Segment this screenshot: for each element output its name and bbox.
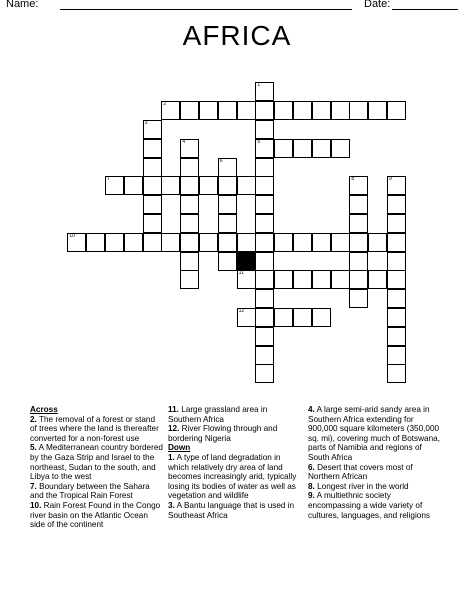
grid-cell[interactable]	[293, 270, 312, 289]
grid-cell[interactable]	[218, 195, 237, 214]
grid-cell[interactable]	[218, 233, 237, 252]
clue-text: River Flowing through and bordering Nigeria	[168, 424, 278, 443]
grid-cell[interactable]	[105, 176, 124, 195]
grid-cell[interactable]	[180, 101, 199, 120]
grid-cell[interactable]	[255, 139, 274, 158]
grid-cell[interactable]	[161, 233, 180, 252]
clue-text: A large semi-arid sandy area in Southern Africa extending for 900,000 square kilometers (350,000 sq. mi), covering much of Botswana, parts of Namibia and regions of South Africa	[308, 405, 440, 462]
grid-cell[interactable]	[387, 214, 406, 233]
grid-cell[interactable]	[349, 289, 368, 308]
clue-across-10	[30, 501, 164, 530]
grid-cell[interactable]	[218, 101, 237, 120]
grid-cell[interactable]	[255, 176, 274, 195]
grid-cell[interactable]	[143, 214, 162, 233]
clue-across-2	[30, 415, 164, 444]
grid-cell[interactable]	[218, 214, 237, 233]
grid-cell[interactable]	[387, 289, 406, 308]
clue-number: 7.	[30, 481, 37, 491]
grid-cell[interactable]	[105, 233, 124, 252]
grid-cell[interactable]	[237, 101, 256, 120]
grid-cell[interactable]	[293, 101, 312, 120]
grid-cell[interactable]	[143, 176, 162, 195]
grid-cell[interactable]	[274, 101, 293, 120]
grid-cell[interactable]	[255, 346, 274, 365]
grid-cell[interactable]	[293, 308, 312, 327]
clue-across-12	[168, 424, 302, 443]
clue-text: A type of land degradation in which relatively dry area of land becomes increasingly arid, typically losing its bodies of water as well as vegetation and wildlife	[168, 452, 297, 501]
clue-number-label: 5	[257, 138, 261, 145]
grid-block	[237, 252, 256, 271]
clue-number: 2.	[30, 414, 37, 424]
grid-cell[interactable]	[180, 176, 199, 195]
grid-cell[interactable]	[180, 252, 199, 271]
grid-cell[interactable]	[255, 195, 274, 214]
grid-cell[interactable]	[293, 233, 312, 252]
grid-cell[interactable]	[255, 327, 274, 346]
grid-cell[interactable]	[199, 176, 218, 195]
clue-number-label: 10	[69, 232, 75, 239]
grid-cell[interactable]	[218, 176, 237, 195]
grid-cell[interactable]	[237, 233, 256, 252]
clue-number: 10.	[30, 500, 42, 510]
clue-number-label: 11	[238, 270, 244, 277]
clue-text: Large grassland area in Southern Africa	[168, 405, 268, 424]
clue-text: Boundary between the Sahara and the Tropical Rain Forest	[30, 481, 150, 501]
grid-cell[interactable]	[293, 139, 312, 158]
clue-number-label: 1	[257, 82, 261, 89]
grid-cell[interactable]	[255, 214, 274, 233]
page-title: AFRICA	[182, 20, 292, 51]
grid-cell[interactable]	[86, 233, 105, 252]
grid-cell[interactable]	[255, 270, 274, 289]
clue-number: 5.	[30, 443, 37, 453]
grid-cell[interactable]	[255, 120, 274, 139]
clue-across-11	[168, 405, 302, 424]
grid-cell[interactable]	[199, 101, 218, 120]
grid-cell[interactable]	[255, 308, 274, 327]
grid-cell[interactable]	[312, 308, 331, 327]
grid-cell[interactable]	[331, 233, 350, 252]
grid-cell[interactable]	[255, 82, 274, 101]
grid-cell[interactable]	[274, 270, 293, 289]
grid-cell[interactable]	[331, 101, 350, 120]
grid-cell[interactable]	[199, 233, 218, 252]
grid-cell[interactable]	[255, 364, 274, 383]
clue-number: 12.	[168, 424, 180, 434]
clue-across-5	[30, 443, 164, 481]
clue-text: The removal of a forest or stand of trees where the land is thereafter converted for a non-forest use	[30, 414, 159, 443]
grid-cell[interactable]	[274, 233, 293, 252]
grid-cell[interactable]	[312, 270, 331, 289]
clue-text: A Bantu language that is used in Southeast Africa	[168, 500, 295, 520]
grid-cell[interactable]	[161, 176, 180, 195]
clue-text: A multiethnic society encompassing a wide variety of cultures, languages, and religions	[308, 491, 430, 520]
clue-number-label: 12	[238, 308, 245, 314]
grid-cell[interactable]	[255, 289, 274, 308]
grid-cell[interactable]	[387, 346, 406, 365]
clue-number: 8.	[308, 481, 315, 491]
clue-number: 3.	[168, 500, 175, 510]
grid-cell[interactable]	[124, 176, 143, 195]
grid-cell[interactable]	[255, 101, 274, 120]
down-heading: Down	[168, 443, 191, 453]
clue-text: Desert that covers most of Northern African	[308, 462, 413, 482]
clue-down-3	[168, 501, 302, 520]
grid-cell[interactable]	[255, 158, 274, 177]
grid-cell[interactable]	[218, 158, 237, 177]
grid-cell[interactable]	[349, 195, 368, 214]
grid-cell[interactable]	[387, 101, 406, 120]
grid-cell[interactable]	[349, 233, 368, 252]
grid-cell[interactable]	[237, 308, 256, 327]
clue-text: A Mediterranean country bordered by the Gaza Strip and Israel to the northeast, Sudan to the south, and Libya to the west	[30, 443, 163, 482]
grid-cell[interactable]	[349, 270, 368, 289]
grid-cell[interactable]	[180, 158, 199, 177]
grid-cell[interactable]	[387, 270, 406, 289]
grid-cell[interactable]	[349, 252, 368, 271]
clue-down-1	[168, 453, 302, 501]
clue-down-6	[308, 463, 442, 482]
grid-cell[interactable]	[67, 233, 86, 252]
grid-cell[interactable]	[331, 139, 350, 158]
grid-cell[interactable]	[180, 233, 199, 252]
clue-down-9	[308, 491, 442, 520]
grid-cell[interactable]	[255, 252, 274, 271]
clues-column-1	[30, 405, 164, 530]
grid-cell[interactable]	[387, 308, 406, 327]
clue-number: 11.	[168, 405, 179, 414]
clue-number-label: 8	[351, 176, 355, 183]
grid-cell[interactable]	[274, 139, 293, 158]
grid-cell[interactable]	[387, 252, 406, 271]
clue-number-label: 7	[107, 176, 110, 183]
grid-cell[interactable]	[237, 176, 256, 195]
grid-cell[interactable]	[274, 308, 293, 327]
clue-number-label: 4	[182, 138, 185, 145]
grid-cell[interactable]	[180, 139, 199, 158]
clue-number-label: 9	[389, 176, 392, 183]
grid-cell[interactable]	[143, 233, 162, 252]
grid-cell[interactable]	[387, 364, 406, 383]
grid-cell[interactable]	[387, 176, 406, 195]
clue-text: Longest river in the world	[317, 481, 409, 491]
grid-cell[interactable]	[349, 176, 368, 195]
grid-cell[interactable]	[143, 120, 162, 139]
grid-cell[interactable]	[368, 101, 387, 120]
grid-cell[interactable]	[143, 158, 162, 177]
name-label: Name:	[6, 0, 39, 10]
clue-number-label: 3	[144, 120, 148, 126]
clue-number: 4.	[308, 405, 315, 414]
grid-cell[interactable]	[218, 252, 237, 271]
grid-cell[interactable]	[331, 270, 350, 289]
grid-cell[interactable]	[180, 270, 199, 289]
grid-cell[interactable]	[349, 214, 368, 233]
clue-text: Rain Forest Found in the Congo river basin on the Atlantic Ocean side of the continent	[30, 500, 161, 530]
clue-number: 9.	[308, 491, 315, 501]
grid-cell[interactable]	[255, 233, 274, 252]
grid-cell[interactable]	[124, 233, 143, 252]
clue-across-7	[30, 482, 164, 501]
grid-cell[interactable]	[387, 233, 406, 252]
across-heading: Across	[30, 405, 58, 414]
grid-cell[interactable]	[368, 270, 387, 289]
grid-cell[interactable]	[387, 195, 406, 214]
grid-cell[interactable]	[180, 214, 199, 233]
clue-number-label: 2	[163, 101, 167, 108]
clue-down-8	[308, 482, 442, 492]
grid-cell[interactable]	[180, 195, 199, 214]
date-label: Date:	[364, 0, 391, 10]
clues-section	[0, 405, 474, 605]
clues-column-3	[308, 405, 442, 520]
grid-cell[interactable]	[143, 139, 162, 158]
grid-cell[interactable]	[387, 327, 406, 346]
clue-number: 1.	[168, 452, 175, 462]
grid-cell[interactable]	[237, 270, 256, 289]
grid-cell[interactable]	[312, 139, 331, 158]
grid-cell[interactable]	[143, 195, 162, 214]
clue-number: 6.	[308, 462, 315, 472]
grid-cell[interactable]	[312, 233, 331, 252]
grid-cell[interactable]	[368, 233, 387, 252]
grid-cell[interactable]	[312, 101, 331, 120]
grid-cell[interactable]	[161, 101, 180, 120]
grid-cell[interactable]	[349, 101, 368, 120]
clue-down-4	[308, 405, 442, 463]
clues-column-2	[168, 405, 302, 520]
clue-number-label: 6	[219, 157, 223, 164]
